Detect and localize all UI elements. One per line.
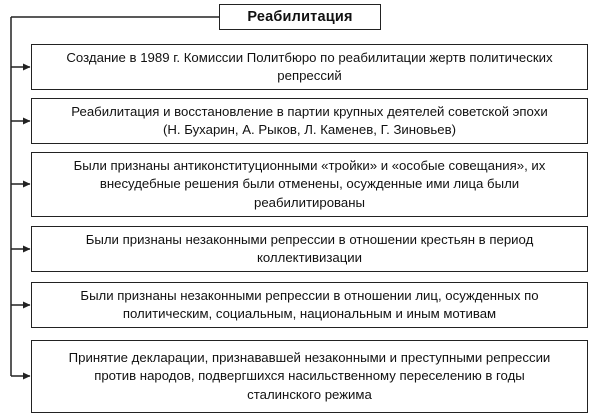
item-box-commission xyxy=(31,44,588,90)
item-line: репрессий xyxy=(277,68,342,83)
item-line: Были признаны незаконными репрессии в отношении крестьян в период xyxy=(85,231,534,247)
diagram-title: Реабилитация xyxy=(247,9,353,25)
item-line: (Н. Бухарин, А. Рыков, Л. Каменев, Г. Зиновьев) xyxy=(162,122,457,137)
item-text xyxy=(86,231,534,268)
item-text xyxy=(74,157,546,213)
item-line: Были признаны антиконституционными «тройки» и «особые совещания», их xyxy=(73,157,546,173)
item-line: реабилитированы xyxy=(253,194,365,210)
item-box-party-restoration xyxy=(31,98,588,144)
item-text xyxy=(69,349,551,405)
diagram-title-box xyxy=(219,4,381,30)
item-text xyxy=(80,287,538,324)
item-line: внесудебные решения были отменены, осужденные ими лица были xyxy=(99,176,520,192)
item-box-peasants xyxy=(31,226,588,272)
item-line: Создание в 1989 г. Комиссии Политбюро по реабилитации жертв политических xyxy=(66,49,553,65)
item-line: Реабилитация и восстановление в партии крупных деятелей советской эпохи xyxy=(71,103,548,119)
item-line: коллективизации xyxy=(256,250,363,265)
item-text xyxy=(66,49,552,86)
item-line: Принятие декларации, признававшей незаконными и преступными репрессии xyxy=(68,349,551,365)
item-box-political-motives xyxy=(31,282,588,328)
item-line: сталинского режима xyxy=(247,386,372,402)
item-box-declaration xyxy=(31,340,588,413)
item-box-troikas xyxy=(31,152,588,217)
item-line: политическим, социальным, национальным и иным мотивам xyxy=(122,306,497,321)
item-line: против народов, подвергшихся насильственному переселению в годы xyxy=(94,368,525,384)
item-text xyxy=(71,103,547,140)
item-line: Были признаны незаконными репрессии в отношении лиц, осужденных по xyxy=(80,287,539,303)
